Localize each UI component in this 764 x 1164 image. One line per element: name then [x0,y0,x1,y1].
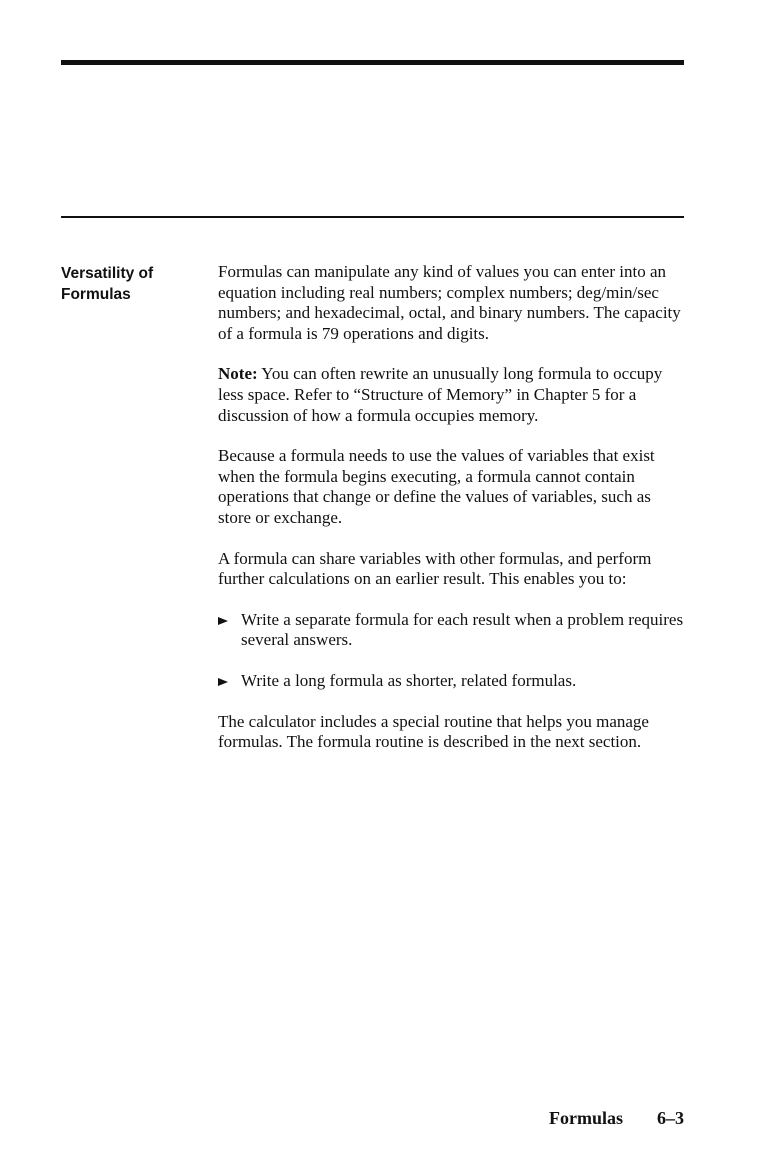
page-number: 6–3 [657,1108,684,1128]
paragraph-sharing: A formula can share variables with other formulas, and perform further calculations on an earlier result. This enables you to: [218,548,652,589]
paragraph-note [218,364,688,426]
side-heading-line-2: Formulas [61,286,131,303]
paragraph-intro: Formulas can manipulate any kind of values you can enter into an equation including real numbers; complex numbers; deg/min/sec numbers; and hexadecimal, octal, and binary numbers. The capacity of a formula is 79 operations and digits. [218,262,681,343]
section-rule [61,216,684,218]
bullet-item [218,610,688,651]
top-rule [61,60,684,65]
footer-section-title: Formulas [549,1108,623,1128]
paragraph-routine: The calculator includes a special routine that helps you manage formulas. The formula routine is described in the next section. [218,711,649,752]
note-label: Note: [218,364,258,384]
page-footer [549,1108,684,1129]
side-heading [61,263,201,305]
bullet-text: Write a long formula as shorter, related formulas. [241,670,577,690]
body-text [218,262,688,773]
right-triangle-bullet-icon [218,678,228,686]
bullet-item [218,671,688,692]
bullet-text: Write a separate formula for each result when a problem requires several answers. [241,609,684,650]
right-triangle-bullet-icon [218,617,228,625]
note-text: You can often rewrite an unusually long formula to occupy less space. Refer to “Structure of Memory” in Chapter 5 for a discussion of how a formula occupies memory. [218,364,663,425]
paragraph-variables: Because a formula needs to use the values of variables that exist when the formula begins executing, a formula cannot contain operations that change or define the values of variables, such as store or exchange. [218,446,655,527]
side-heading-line-1: Versatility of [61,265,154,282]
